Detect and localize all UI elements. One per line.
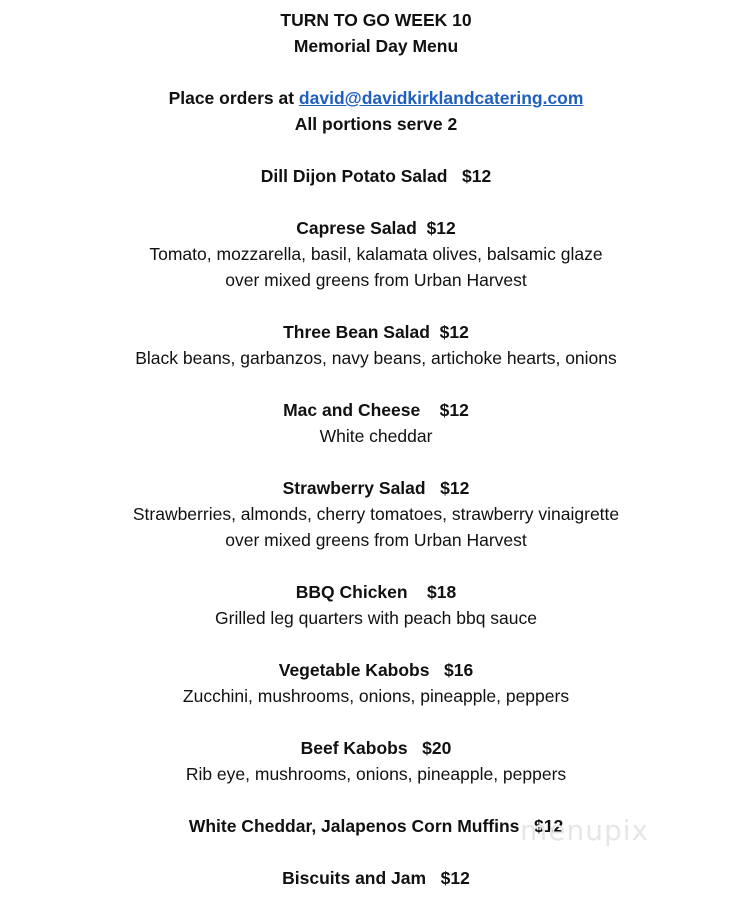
portions-note: All portions serve 2	[294, 114, 458, 134]
menu-subtitle: Memorial Day Menu	[293, 36, 459, 56]
item-title: Biscuits and Jam $12	[282, 868, 470, 888]
item-title: Caprese Salad $12	[296, 218, 456, 238]
item-title: White Cheddar, Jalapenos Corn Muffins $12	[188, 816, 564, 836]
item-description: over mixed greens from Urban Harvest	[225, 530, 527, 550]
item-description: White cheddar	[319, 426, 433, 446]
email-link[interactable]: david@davidkirklandcatering.com	[298, 88, 584, 108]
item-title: BBQ Chicken $18	[295, 582, 457, 602]
item-description: Tomato, mozzarella, basil, kalamata olives, balsamic glaze	[149, 244, 603, 264]
item-title: Strawberry Salad $12	[282, 478, 470, 498]
order-prefix: Place orders at	[168, 88, 299, 108]
item-title: Vegetable Kabobs $16	[278, 660, 474, 680]
item-title: Dill Dijon Potato Salad $12	[260, 166, 492, 186]
item-title: Beef Kabobs $20	[300, 738, 452, 758]
menu-title: TURN TO GO WEEK 10	[280, 10, 472, 30]
order-instructions	[0, 85, 752, 111]
item-description: Strawberries, almonds, cherry tomatoes, strawberry vinaigrette	[132, 504, 620, 524]
item-description: Rib eye, mushrooms, onions, pineapple, peppers	[185, 764, 567, 784]
item-title: Three Bean Salad $12	[283, 322, 469, 342]
item-title: Mac and Cheese $12	[283, 400, 469, 420]
menupix-watermark: menupix	[520, 814, 650, 847]
item-description: Grilled leg quarters with peach bbq sauce	[215, 608, 537, 628]
item-description: Black beans, garbanzos, navy beans, artichoke hearts, onions	[135, 348, 617, 368]
item-description: Zucchini, mushrooms, onions, pineapple, peppers	[182, 686, 570, 706]
item-description: over mixed greens from Urban Harvest	[225, 270, 527, 290]
